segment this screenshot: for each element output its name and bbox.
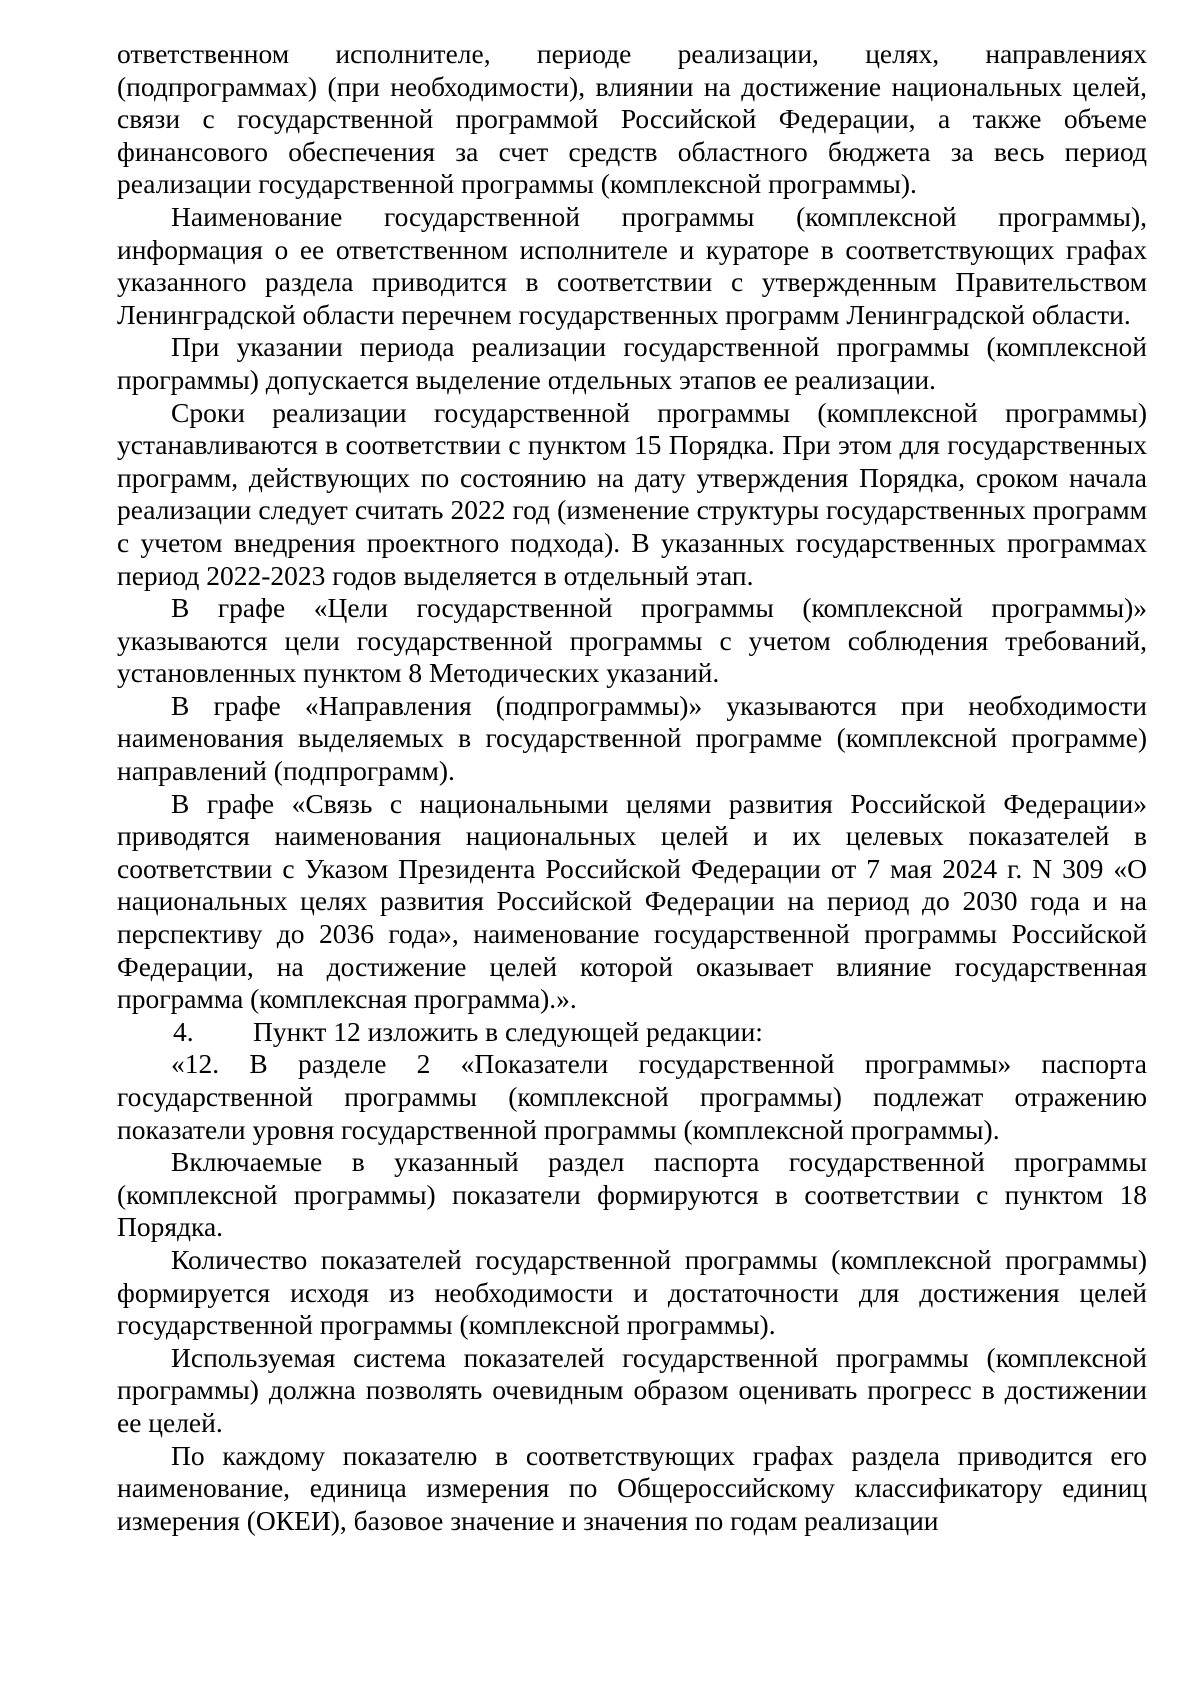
paragraph-national-goals: В графе «Связь с национальными целями развития Российской Федерации» приводятся наименования национальных целей и их целевых показателей в соответствии с Указом Президента Российской Федерации от 7 мая 2024 г. N 309 «О национальных целях развития Российской Федерации на период до 2030 года и на перспективу до 2036 года», наименование государственной программы Российской Федерации, на достижение целей которой оказывает влияние государственная программа (комплексная программа).». <box>117 787 1147 1015</box>
paragraph-each-indicator: По каждому показателю в соответствующих графах раздела приводится его наименование, единица измерения по Общероссийскому классификатору единиц измерения (ОКЕИ), базовое значение и значения по годам реализации <box>117 1439 1147 1536</box>
paragraph-indicator-count: Количество показателей государственной программы (комплексной программы) формируется исходя из необходимости и достаточности для достижения целей государственной программы (комплексной программы). <box>117 1243 1147 1341</box>
item-text: Пункт 12 изложить в следующей редакции: <box>253 1015 763 1047</box>
paragraph-program-goals: В графе «Цели государственной программы (комплексной программы)» указываются цели государственной программы с учетом соблюдения требований, установленных пунктом 8 Методических указаний. <box>117 592 1147 689</box>
paragraph-indicator-system: Используемая система показателей государственной программы (комплексной программы) должна позволять очевидным образом оценивать прогресс в достижении ее целей. <box>117 1341 1147 1438</box>
paragraph-section-2: «12. В разделе 2 «Показатели государственной программы» паспорта государственной программы (комплексной программы) подлежат отражению показатели уровня государственной программы (комплексной программы). <box>117 1048 1147 1145</box>
paragraph-directions: В графе «Направления (подпрограммы)» указываются при необходимости наименования выделяемых в государственной программе (комплексной программе) направлений (подпрограмм). <box>117 689 1147 787</box>
item-number: 4. <box>173 1015 194 1047</box>
paragraph-implementation-period: При указании периода реализации государственной программы (комплексной программы) допускается выделение отдельных этапов ее реализации. <box>117 331 1147 395</box>
paragraph-implementation-terms: Сроки реализации государственной программы (комплексной программы) устанавливаются в соответствии с пунктом 15 Порядка. При этом для государственных программ, действующих по состоянию на дату утверждения Порядка, сроком начала реализации следует считать 2022 год (изменение структуры государственных программ с учетом внедрения проектного подхода). В указанных государственных программах период 2022-2023 годов выделяется в отдельный этап. <box>117 396 1147 591</box>
paragraph-included-indicators: Включаемые в указанный раздел паспорта государственной программы (комплексной программы) показатели формируются в соответствии с пунктом 18 Порядка. <box>117 1146 1147 1243</box>
numbered-item <box>117 1016 1147 1049</box>
paragraph-continuation: ответственном исполнителе, периоде реализации, целях, направлениях (подпрограммах) (при необходимости), влиянии на достижение национальных целей, связи с государственной программой Российской Федерации, а также объеме финансового обеспечения за счет средств областного бюджета за весь период реализации государственной программы (комплексной программы). <box>117 38 1147 200</box>
document-page <box>117 38 1147 1537</box>
paragraph-program-name: Наименование государственной программы (комплексной программы), информация о ее ответственном исполнителе и кураторе в соответствующих графах указанного раздела приводится в соответствии с утвержденным Правительством Ленинградской области перечнем государственных программ Ленинградской области. <box>117 200 1147 330</box>
